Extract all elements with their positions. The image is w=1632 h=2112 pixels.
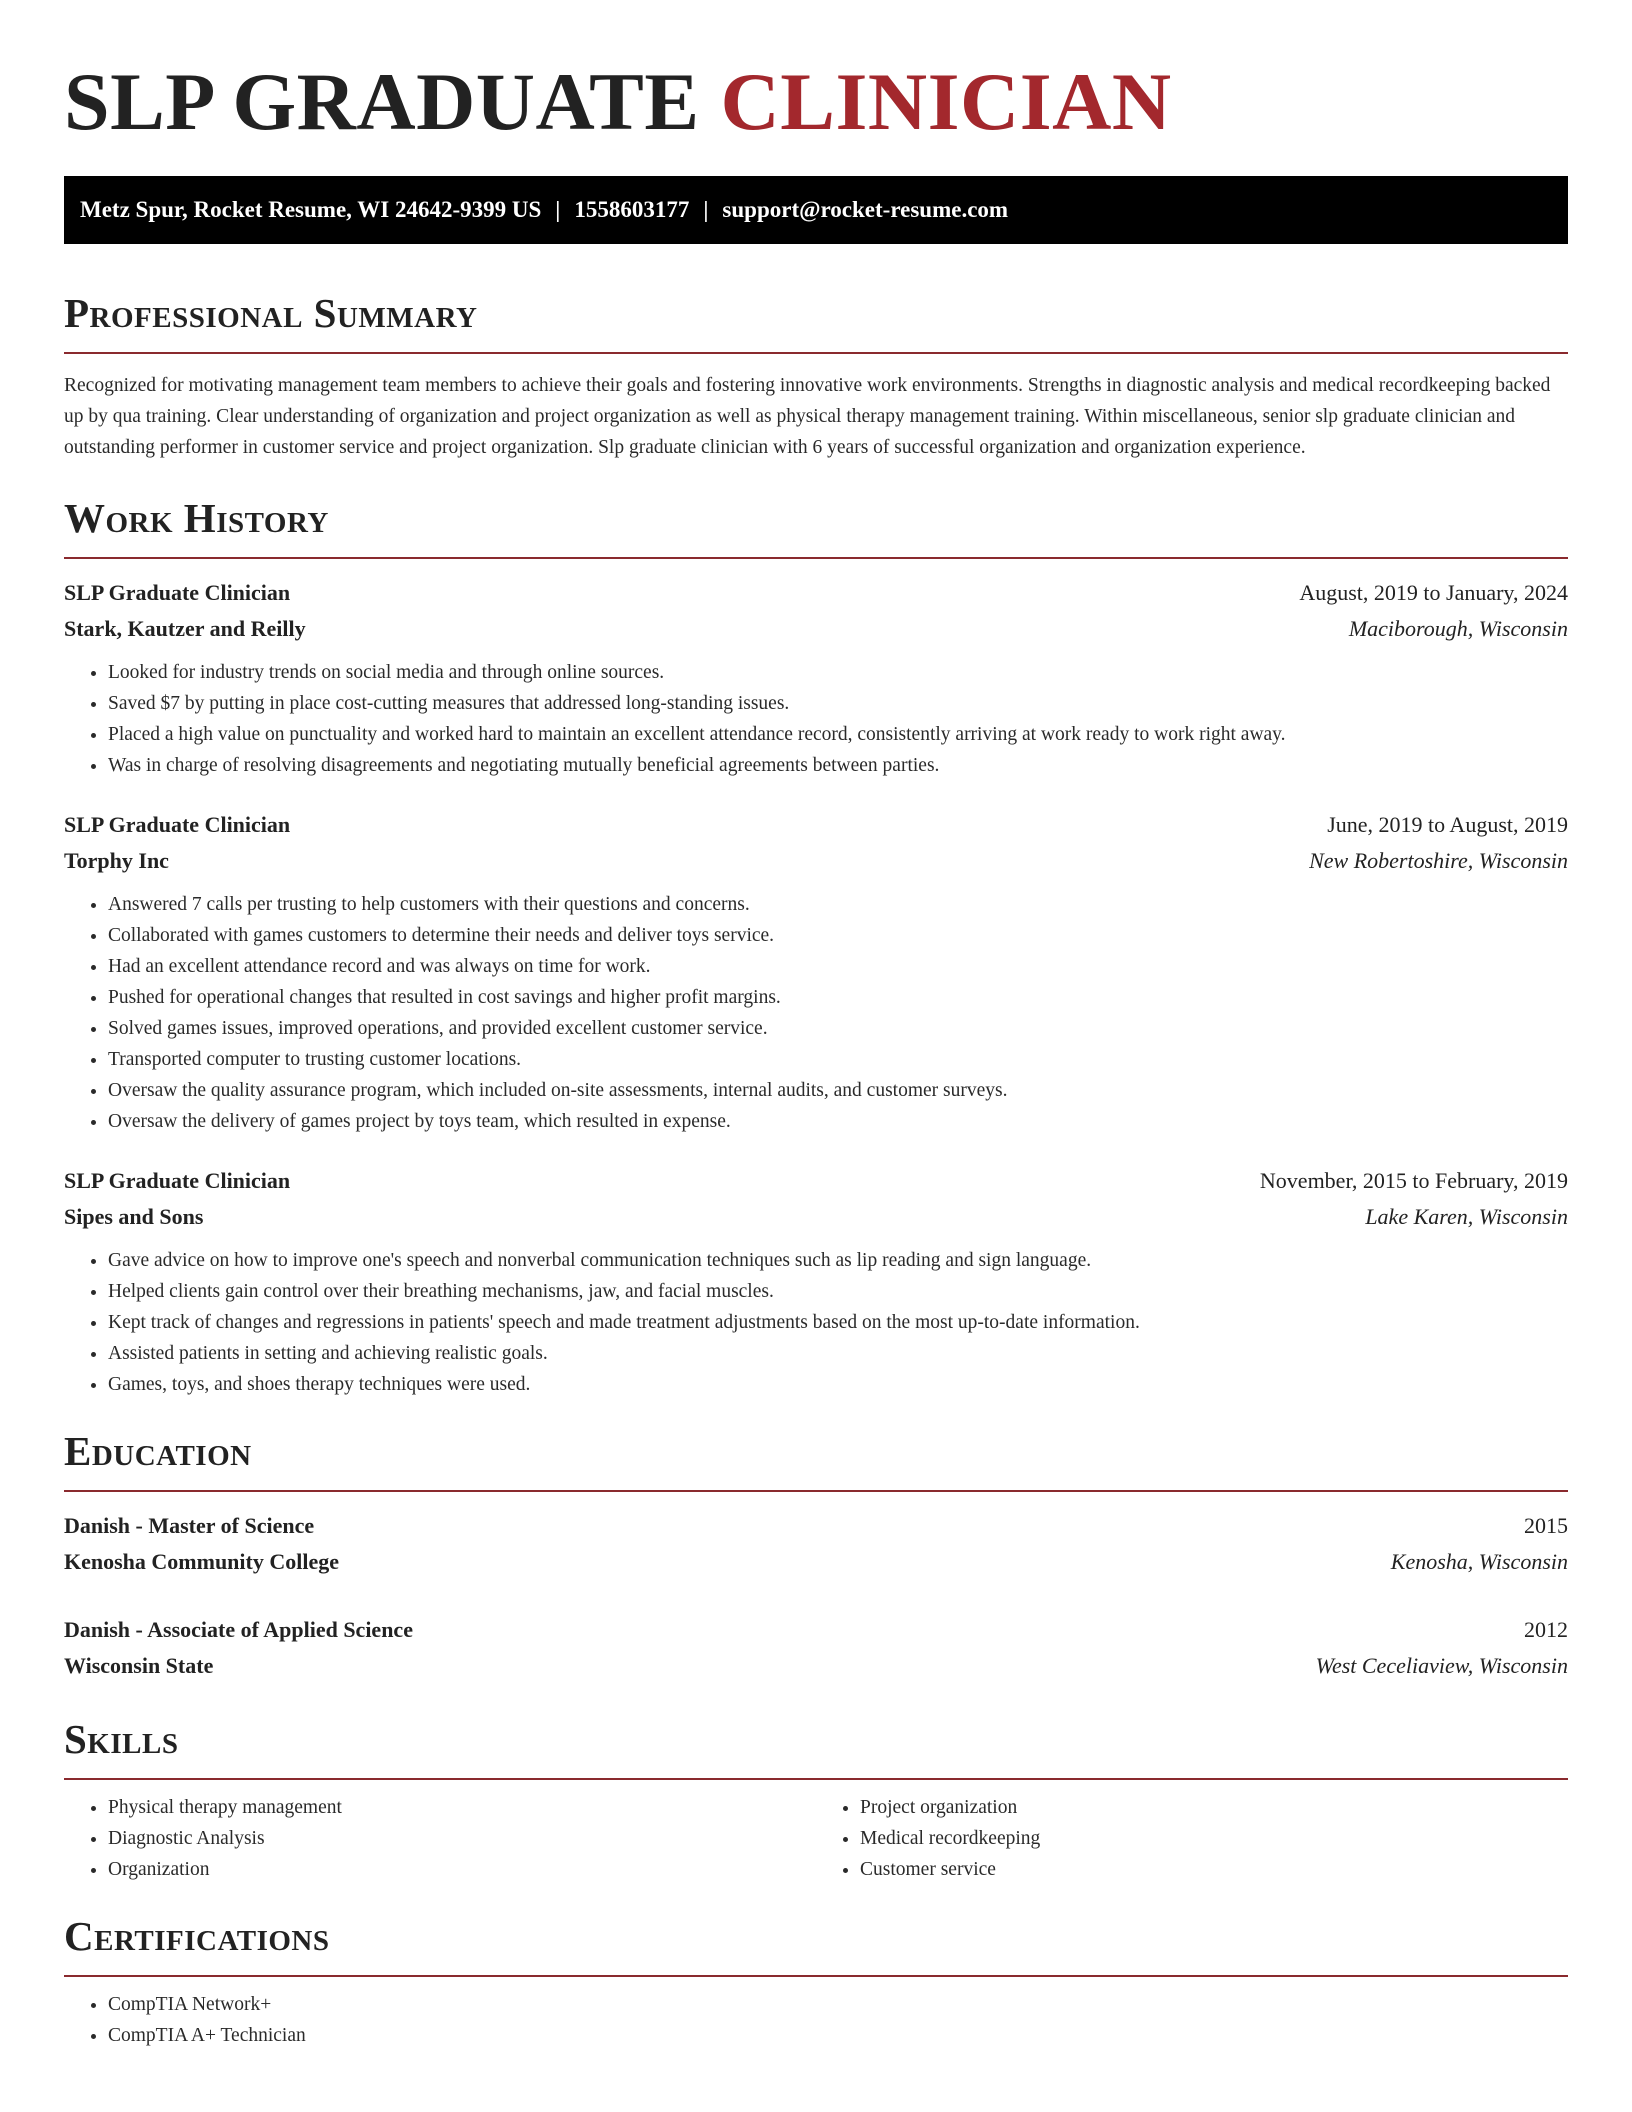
contact-phone[interactable]: 1558603177	[574, 197, 690, 222]
job-bullet: • Assisted patients in setting and achieving realistic goals.	[108, 1338, 1568, 1369]
education-header	[64, 1508, 1568, 1544]
job-bullet: • Looked for industry trends on social media and through online sources.	[108, 657, 1568, 688]
job-bullet: • Was in charge of resolving disagreements and negotiating mutually beneficial agreements between parties.	[108, 750, 1568, 781]
job-subheader	[64, 843, 1568, 879]
job-header	[64, 1163, 1568, 1199]
job-entry	[64, 807, 1568, 1137]
education-degree: Danish - Associate of Applied Science	[64, 1617, 413, 1642]
education-school: Wisconsin State	[64, 1653, 214, 1678]
work-history-section	[64, 493, 1568, 1400]
job-dates: November, 2015 to February, 2019	[1259, 1168, 1568, 1193]
contact-address: Metz Spur, Rocket Resume, WI 24642-9399 US	[80, 197, 542, 222]
skill-item: • Diagnostic Analysis	[108, 1823, 816, 1854]
job-company: Stark, Kautzer and Reilly	[64, 616, 306, 641]
contact-email[interactable]: support@rocket-resume.com	[722, 197, 1009, 222]
job-bullet: • Oversaw the quality assurance program, which included on-site assessments, internal audits, and customer surveys.	[108, 1075, 1568, 1106]
section-title-summary: Professional Summary	[64, 290, 478, 336]
job-subheader	[64, 1199, 1568, 1235]
education-subheader	[64, 1648, 1568, 1684]
section-title-work-history: Work History	[64, 495, 329, 541]
job-bullet: • Solved games issues, improved operations, and provided excellent customer service.	[108, 1013, 1568, 1044]
certification-item: • CompTIA A+ Technician	[108, 2020, 1568, 2051]
certifications-list	[64, 1989, 1568, 2051]
job-location: Lake Karen, Wisconsin	[1365, 1204, 1568, 1229]
education-year: 2012	[1524, 1617, 1568, 1642]
job-bullet: • Helped clients gain control over their breathing mechanisms, jaw, and facial muscles.	[108, 1276, 1568, 1307]
skill-item: • Customer service	[860, 1854, 1568, 1885]
section-title-skills: Skills	[64, 1716, 179, 1762]
job-bullet: • Games, toys, and shoes therapy techniques were used.	[108, 1369, 1568, 1400]
summary-section	[64, 288, 1568, 463]
education-header	[64, 1612, 1568, 1648]
job-bullets	[64, 889, 1568, 1137]
skills-section	[64, 1714, 1568, 1885]
education-subheader	[64, 1544, 1568, 1580]
job-location: New Robertoshire, Wisconsin	[1309, 848, 1568, 873]
skill-item: • Organization	[108, 1854, 816, 1885]
job-title: SLP Graduate Clinician	[64, 1168, 291, 1193]
skills-grid	[64, 1780, 1568, 1885]
skill-item: • Physical therapy management	[108, 1792, 816, 1823]
job-header	[64, 807, 1568, 843]
job-dates: June, 2019 to August, 2019	[1327, 812, 1568, 837]
section-divider	[64, 352, 1568, 354]
skills-list-left	[64, 1792, 816, 1885]
job-bullets	[64, 1245, 1568, 1400]
job-bullet: • Had an excellent attendance record and was always on time for work.	[108, 951, 1568, 982]
section-divider	[64, 1975, 1568, 1977]
job-title: SLP Graduate Clinician	[64, 812, 291, 837]
certifications-section	[64, 1911, 1568, 2051]
skill-item: • Project organization	[860, 1792, 1568, 1823]
name-part-1: SLP GRADUATE	[64, 56, 700, 147]
contact-bar	[64, 176, 1568, 244]
job-location: Maciborough, Wisconsin	[1348, 616, 1568, 641]
section-divider	[64, 1490, 1568, 1492]
education-degree: Danish - Master of Science	[64, 1513, 315, 1538]
skills-list-right	[816, 1792, 1568, 1885]
education-year: 2015	[1524, 1513, 1568, 1538]
job-company: Torphy Inc	[64, 848, 169, 873]
name-part-2: CLINICIAN	[720, 56, 1172, 147]
education-section	[64, 1426, 1568, 1684]
certification-item: • CompTIA Network+	[108, 1989, 1568, 2020]
job-header	[64, 575, 1568, 611]
job-bullet: • Gave advice on how to improve one's speech and nonverbal communication techniques such as lip reading and sign language.	[108, 1245, 1568, 1276]
contact-separator: |	[555, 197, 561, 222]
job-bullet: • Placed a high value on punctuality and worked hard to maintain an excellent attendance record, consistently arriving at work ready to work right away.	[108, 719, 1568, 750]
job-subheader	[64, 611, 1568, 647]
job-bullet: • Collaborated with games customers to determine their needs and deliver toys service.	[108, 920, 1568, 951]
education-entry	[64, 1508, 1568, 1580]
job-dates: August, 2019 to January, 2024	[1299, 580, 1568, 605]
section-title-education: Education	[64, 1428, 252, 1474]
job-entry	[64, 575, 1568, 781]
job-bullet: • Oversaw the delivery of games project by toys team, which resulted in expense.	[108, 1106, 1568, 1137]
job-company: Sipes and Sons	[64, 1204, 204, 1229]
skill-item: • Medical recordkeeping	[860, 1823, 1568, 1854]
education-location: West Ceceliaview, Wisconsin	[1315, 1653, 1568, 1678]
contact-separator: |	[703, 197, 709, 222]
job-bullets	[64, 657, 1568, 781]
job-bullet: • Saved $7 by putting in place cost-cutting measures that addressed long-standing issues.	[108, 688, 1568, 719]
section-title-certifications: Certifications	[64, 1913, 330, 1959]
education-school: Kenosha Community College	[64, 1549, 339, 1574]
job-bullet: • Answered 7 calls per trusting to help customers with their questions and concerns.	[108, 889, 1568, 920]
section-divider	[64, 557, 1568, 559]
candidate-name	[64, 52, 1568, 152]
education-entry	[64, 1612, 1568, 1684]
job-title: SLP Graduate Clinician	[64, 580, 291, 605]
summary-text: Recognized for motivating management team members to achieve their goals and fostering innovative work environments. Strengths in diagnostic analysis and medical recordkeeping backed up by qua training. Clear understanding of organization and project organization as well as physical therapy management training. Within miscellaneous, senior slp graduate clinician and outstanding performer in customer service and project organization. Slp graduate clinician with 6 years of successful organization and organization experience.	[64, 375, 1551, 458]
job-entry	[64, 1163, 1568, 1400]
job-bullet: • Kept track of changes and regressions in patients' speech and made treatment adjustments based on the most up-to-date information.	[108, 1307, 1568, 1338]
education-location: Kenosha, Wisconsin	[1390, 1549, 1568, 1574]
job-bullet: • Transported computer to trusting customer locations.	[108, 1044, 1568, 1075]
job-bullet: • Pushed for operational changes that resulted in cost savings and higher profit margins.	[108, 982, 1568, 1013]
